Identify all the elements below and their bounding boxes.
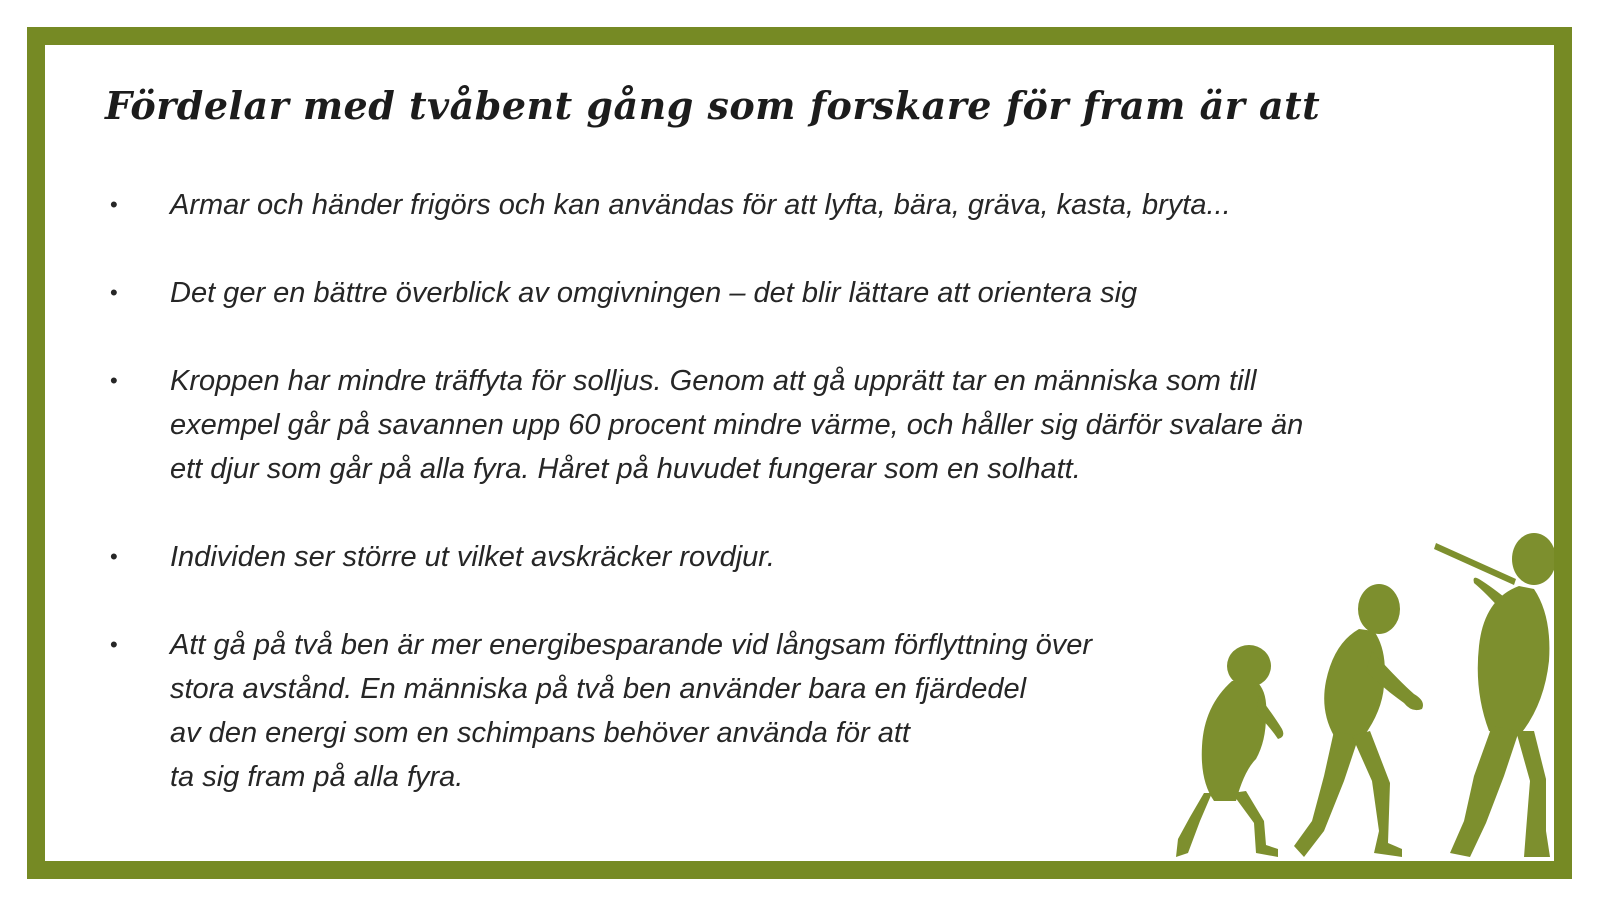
bullet-text-line: ett djur som går på alla fyra. Håret på huvudet fungerar som en solhatt. bbox=[170, 453, 1081, 485]
slide-frame bbox=[27, 27, 1572, 879]
bullet-text-line: Kroppen har mindre träffyta för solljus. Genom att gå upprätt tar en människa som till bbox=[170, 365, 1257, 397]
bullet-item bbox=[107, 359, 1427, 491]
bullet-item bbox=[107, 183, 1427, 227]
bullet-text-line: Individen ser större ut vilket avskräcker rovdjur. bbox=[170, 541, 775, 573]
bullet-text-line: stora avstånd. En människa på två ben använder bara en fjärdedel bbox=[170, 673, 1027, 705]
bullet-item bbox=[107, 271, 1427, 315]
bullet-dot: • bbox=[110, 368, 118, 393]
slide-title: Fördelar med tvåbent gång som forskare för fram är att bbox=[105, 83, 1321, 128]
bullet-text-line: Armar och händer frigörs och kan användas för att lyfta, bära, gräva, kasta, bryta... bbox=[170, 189, 1231, 221]
bullet-dot: • bbox=[110, 544, 118, 569]
bullet-text-line: Att gå på två ben är mer energibesparande vid långsam förflyttning över bbox=[170, 629, 1093, 661]
bullet-dot: • bbox=[110, 280, 118, 305]
upright-human-figure-icon bbox=[1434, 533, 1554, 857]
bullet-dot: • bbox=[110, 632, 118, 657]
evolution-figures-illustration bbox=[1174, 531, 1554, 861]
bullet-text-line: av den energi som en schimpans behöver använda för att bbox=[170, 717, 910, 749]
bullet-text-line: exempel går på savannen upp 60 procent mindre värme, och håller sig därför svalare än bbox=[170, 409, 1304, 441]
bullet-dot: • bbox=[110, 192, 118, 217]
bullet-text-line: Det ger en bättre överblick av omgivningen – det blir lättare att orientera sig bbox=[170, 277, 1138, 309]
bullet-text-line: ta sig fram på alla fyra. bbox=[170, 761, 464, 793]
ape-figure-icon bbox=[1176, 645, 1283, 857]
early-human-figure-icon bbox=[1294, 584, 1423, 857]
